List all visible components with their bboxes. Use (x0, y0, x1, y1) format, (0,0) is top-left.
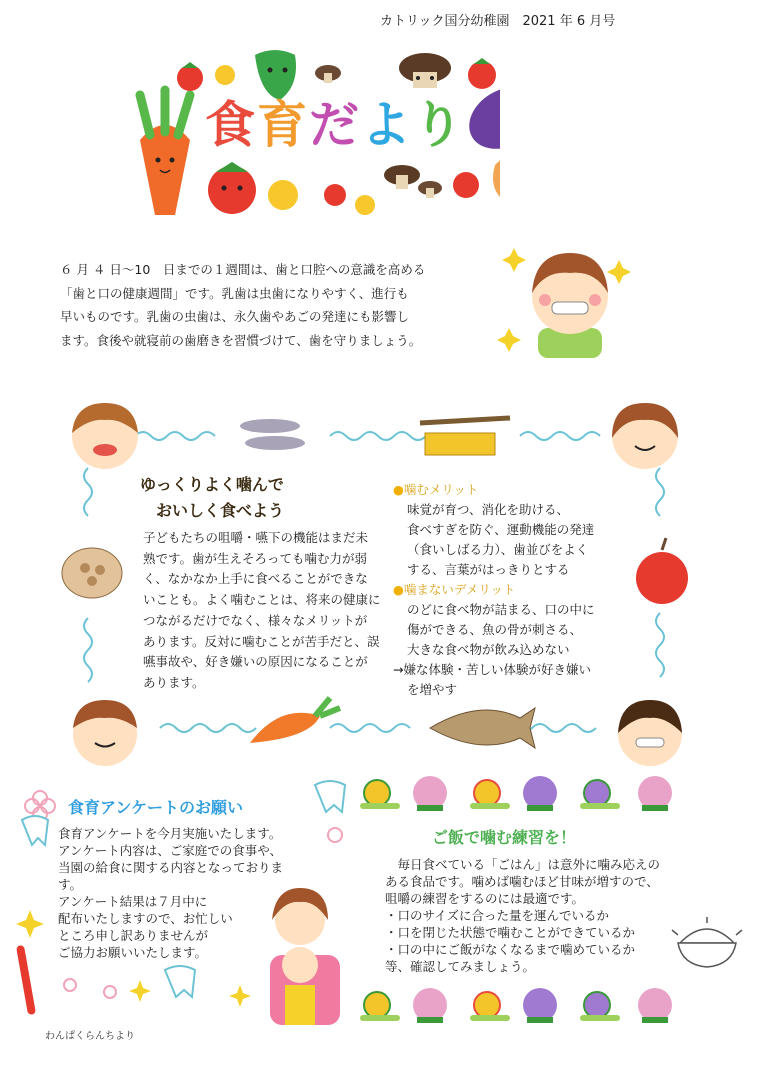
snail-hydrangea-row-top (355, 773, 695, 813)
dried-fish-icon (430, 708, 535, 748)
sparkle-icon (502, 248, 526, 272)
rice-title: ご飯で噛む練習を！ (432, 828, 577, 847)
intro-line: 「歯と口の健康週間」です。乳歯は虫歯になりやすく、進行も (60, 285, 409, 301)
tooth-character-icon (22, 816, 48, 845)
lotus-root-icon (62, 548, 122, 598)
tomato-character-icon (208, 162, 256, 214)
tomato-icon (453, 172, 479, 198)
snail-icon (470, 992, 510, 1021)
burdock-dish-icon (420, 418, 510, 455)
child-face-icon (618, 700, 682, 766)
title-char: 育 (257, 96, 309, 154)
rice-line: 等、確認してみましょう。 (385, 959, 536, 974)
rice-line: ある食品です。噛めば噛むほど甘味が増すので、 (385, 874, 659, 889)
snail-icon (470, 780, 510, 809)
rice-line: 毎日食べている「ごはん」は意外に噛み応えの (385, 857, 661, 872)
intro-line: ます。食後や就寝前の歯磨きを習慣づけて、歯を守りましょう。 (60, 332, 422, 348)
small-fish-icon (240, 419, 305, 450)
rice-bowl-icon (670, 915, 745, 975)
snail-icon (580, 992, 620, 1021)
issue-header: カトリック国分幼稚園 2021 年 6 月号 (380, 14, 616, 29)
body-line: く、なかなか上手に食べることができな (143, 571, 368, 587)
child-face-icon (73, 700, 137, 766)
merit-heading: ●噛むメリット (393, 482, 479, 497)
title-char: よ (361, 96, 413, 154)
snail-hydrangea-row-bottom (355, 985, 695, 1025)
tomato-icon (177, 62, 203, 91)
hydrangea-icon (523, 776, 557, 811)
intro-line: 早いものです。乳歯の虫歯は、永久歯やあごの発達にも影響し (60, 309, 410, 324)
rice-body (385, 856, 685, 975)
hydrangea-icon (638, 988, 672, 1023)
title-char: り (413, 96, 465, 154)
carrot-character-icon (140, 90, 190, 215)
demerit-line: →嫌な体験・苦しい体験が好き嫌い (393, 662, 591, 677)
merit-line: 味覚が育つ、消化を助ける、 (407, 502, 570, 517)
hydrangea-icon (413, 988, 447, 1023)
yellow-tomato-icon (355, 195, 375, 215)
tomato-icon (324, 184, 346, 206)
title-line: ゆっくりよく噛んで (140, 475, 284, 494)
survey-line: 配布いたしますので、お忙しい (58, 911, 233, 926)
child-face-icon (612, 403, 678, 469)
sparkle-icon (129, 980, 151, 1002)
body-line: いことも。よく噛むことは、将来の健康に (143, 592, 381, 608)
demerit-heading: ●噛まないデメリット (393, 582, 516, 597)
demerit-line: のどに食べ物が詰まる、口の中に (407, 602, 595, 617)
flower-icon (328, 828, 342, 842)
page-title (205, 85, 465, 157)
merit-line: （食いしばる力）、歯並びをよく (407, 542, 589, 557)
child-face-icon (72, 403, 138, 469)
bullet-icon: ● (393, 482, 404, 497)
survey-line: アンケート結果は７月中に (58, 894, 208, 909)
rice-line: ・口の中にご飯がなくなるまで噛めているか (385, 942, 636, 957)
mushroom-icon (418, 181, 442, 198)
snail-icon (360, 780, 400, 809)
survey-line: 当園の給食に関する内容となっておりま (58, 860, 284, 875)
snail-icon (360, 992, 400, 1021)
tooth-character-icon (315, 781, 345, 812)
snail-icon (580, 780, 620, 809)
body-line: あります。反対に噛むことが苦手だと、誤 (143, 633, 380, 649)
rice-line: ・口を閉じた状態で噛むことができているか (385, 925, 636, 940)
apple-icon (636, 538, 688, 604)
yellow-tomato-icon (215, 65, 235, 85)
sparkle-icon (229, 985, 251, 1007)
rice-line: 咀嚼の練習をするのには最適です。 (385, 891, 585, 906)
body-line: あります。 (143, 674, 205, 690)
hydrangea-icon (413, 776, 447, 811)
sparkle-icon (497, 328, 521, 352)
chew-section-body (143, 528, 383, 694)
survey-line: ところ申し訳ありませんが (58, 928, 209, 943)
mushroom-icon (315, 65, 341, 83)
sparkle-icon (16, 910, 44, 938)
body-line: 熟です。歯が生えそろっても噛む力が弱 (143, 550, 368, 566)
flower-icon (64, 979, 116, 998)
merit-line: する、言葉がはっきりとする (407, 562, 570, 577)
survey-line: アンケート内容は、ご家庭での食事や、 (58, 843, 283, 858)
survey-line: ご協力お願いいたします。 (58, 945, 208, 960)
intro-line: ６ 月 ４ 日～10 日までの１週間は、歯と口腔への意識を高める (60, 262, 426, 277)
tooth-character-icon (165, 966, 195, 997)
title-line: おいしく食べよう (140, 501, 285, 520)
body-line: 子どもたちの咀嚼・嚥下の機能はまだ未 (143, 530, 369, 545)
demerit-line: 大きな食べ物が飲み込めない (407, 642, 570, 657)
intro-paragraph (60, 258, 460, 352)
demerit-line: 傷ができる、魚の骨が刺さる、 (407, 622, 583, 637)
chew-section-title (140, 472, 284, 524)
survey-line: す。 (58, 877, 83, 892)
smiling-girl-illustration (490, 238, 640, 363)
mushroom-icon (384, 165, 420, 189)
survey-body (58, 825, 298, 961)
title-char: だ (309, 96, 361, 154)
title-char: 食 (205, 96, 257, 154)
carrot-icon (250, 698, 340, 743)
toothbrush-icon (16, 945, 36, 1015)
title-banner (120, 40, 500, 215)
onion-character-icon (493, 150, 500, 210)
demerit-line: を増やす (407, 682, 458, 697)
rice-line: ・口のサイズに合った量を運んでいるか (385, 908, 610, 923)
yellow-tomato-icon (268, 180, 298, 210)
hydrangea-icon (638, 776, 672, 811)
bullet-icon: ● (393, 582, 404, 597)
hydrangea-icon (523, 988, 557, 1023)
footer-credit: わんぱくらんちより (45, 1031, 135, 1042)
merit-line: 食べすぎを防ぐ、運動機能の発達 (407, 522, 595, 537)
merit-list (393, 480, 608, 700)
body-line: つながるだけでなく、様々なメリットが (143, 612, 368, 628)
body-line: 嚥事故や、好き嫌いの原因になることが (143, 654, 368, 670)
sparkle-icon (607, 260, 631, 284)
survey-title: 食育アンケートのお願い (68, 798, 244, 817)
mushroom-character-icon (399, 53, 451, 88)
tomato-icon (468, 58, 496, 89)
survey-line: 食育アンケートを今月実施いたします。 (58, 826, 282, 841)
